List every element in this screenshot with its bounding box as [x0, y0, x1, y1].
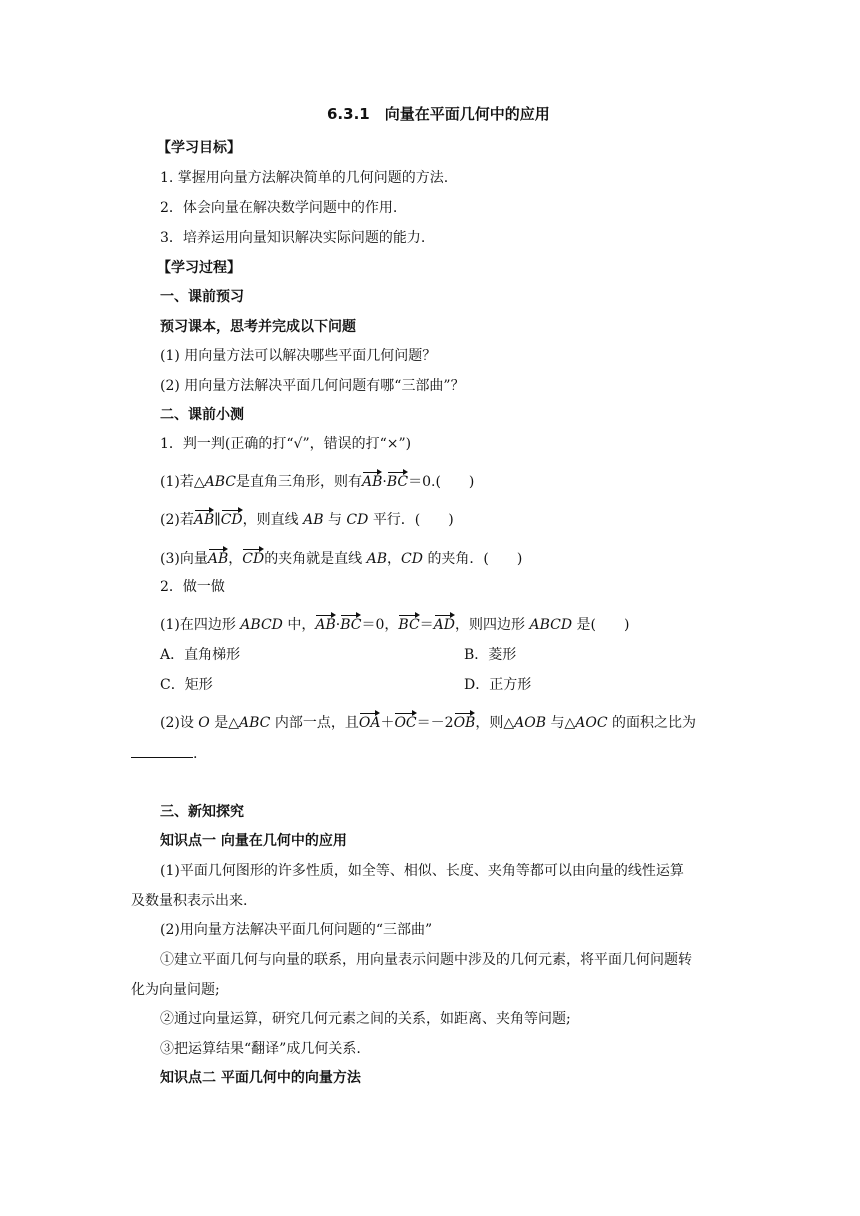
preview-question-2: (2) 用向量方法解决平面几何问题有哪“三部曲”？: [160, 378, 465, 394]
vector-oa: OA: [358, 715, 381, 731]
preview-intro: 预习课本，思考并完成以下问题: [160, 319, 356, 335]
knowledge-point-2-title: 知识点二 平面几何中的向量方法: [160, 1070, 361, 1086]
vector-ob: OB: [453, 715, 476, 731]
preview-heading: 一、课前预习: [160, 289, 244, 305]
preview-question-1: (1) 用向量方法可以解决哪些平面几何问题？: [160, 348, 437, 364]
vector-ad: AD: [433, 617, 456, 633]
goal-item-3: 3．培养运用向量知识解决实际问题的能力.: [160, 230, 426, 246]
vector-ab: AB: [207, 551, 229, 567]
vector-bc: BC: [398, 617, 420, 633]
goal-item-1: 1. 掌握用向量方法解决简单的几何问题的方法.: [160, 170, 449, 186]
option-a: A．直角梯形: [160, 647, 241, 663]
process-heading: 【学习过程】: [157, 260, 241, 276]
vector-cd: CD: [220, 512, 243, 528]
goal-item-2: 2．体会向量在解决数学问题中的作用.: [160, 200, 398, 216]
option-c: C．矩形: [160, 677, 213, 693]
step-1-line-2: 化为向量问题;: [131, 982, 220, 998]
paragraph-1-line-1: (1)平面几何图形的许多性质，如全等、相似、长度、夹角等都可以由向量的线性运算: [160, 863, 684, 879]
answer-blank-line: .: [131, 743, 197, 764]
vector-oc: OC: [394, 715, 417, 731]
do-item-2: (2)设 O 是△ABC 内部一点，且OA＋OC＝－2OB，则△AOB 与△AOC 的面积之比为: [160, 715, 696, 731]
option-d: D．正方形: [464, 677, 532, 693]
vector-cd: CD: [242, 551, 265, 567]
vector-bc: BC: [386, 474, 409, 490]
vector-bc: BC: [340, 617, 362, 633]
paragraph-1-line-2: 及数量积表示出来.: [131, 893, 248, 909]
judge-title: 1．判一判(正确的打“√”，错误的打“×”): [160, 436, 412, 452]
judge-item-3: (3)向量AB，CD的夹角就是直线 AB，CD 的夹角．( ): [160, 551, 523, 567]
quiz-heading: 二、课前小测: [160, 407, 244, 423]
vector-ab: AB: [193, 512, 215, 528]
knowledge-point-1-title: 知识点一 向量在几何中的应用: [160, 833, 347, 849]
explore-heading: 三、新知探究: [160, 804, 244, 820]
goals-heading: 【学习目标】: [157, 140, 241, 156]
step-1-line-1: ①建立平面几何与向量的联系，用向量表示问题中涉及的几何元素，将平面几何问题转: [160, 952, 692, 968]
page-title: 6.3.1 向量在平面几何中的应用: [327, 105, 550, 123]
do-title: 2．做一做: [160, 579, 225, 595]
judge-item-1: (1)若△ABC是直角三角形，则有AB·BC＝0.( ): [160, 474, 475, 490]
step-2: ②通过向量运算，研究几何元素之间的关系，如距离、夹角等问题;: [160, 1011, 571, 1027]
answer-blank[interactable]: [131, 743, 193, 758]
step-3: ③把运算结果“翻译”成几何关系.: [160, 1041, 361, 1057]
vector-ab: AB: [315, 617, 336, 633]
paragraph-2: (2)用向量方法解决平面几何问题的“三部曲”: [160, 922, 433, 938]
do-item-1: (1)在四边形 ABCD 中，AB·BC＝0，BC＝AD，则四边形 ABCD 是( ): [160, 617, 630, 633]
judge-item-2: (2)若AB∥CD，则直线 AB 与 CD 平行．( ): [160, 512, 454, 528]
option-b: B．菱形: [464, 647, 517, 663]
vector-ab: AB: [361, 474, 383, 490]
